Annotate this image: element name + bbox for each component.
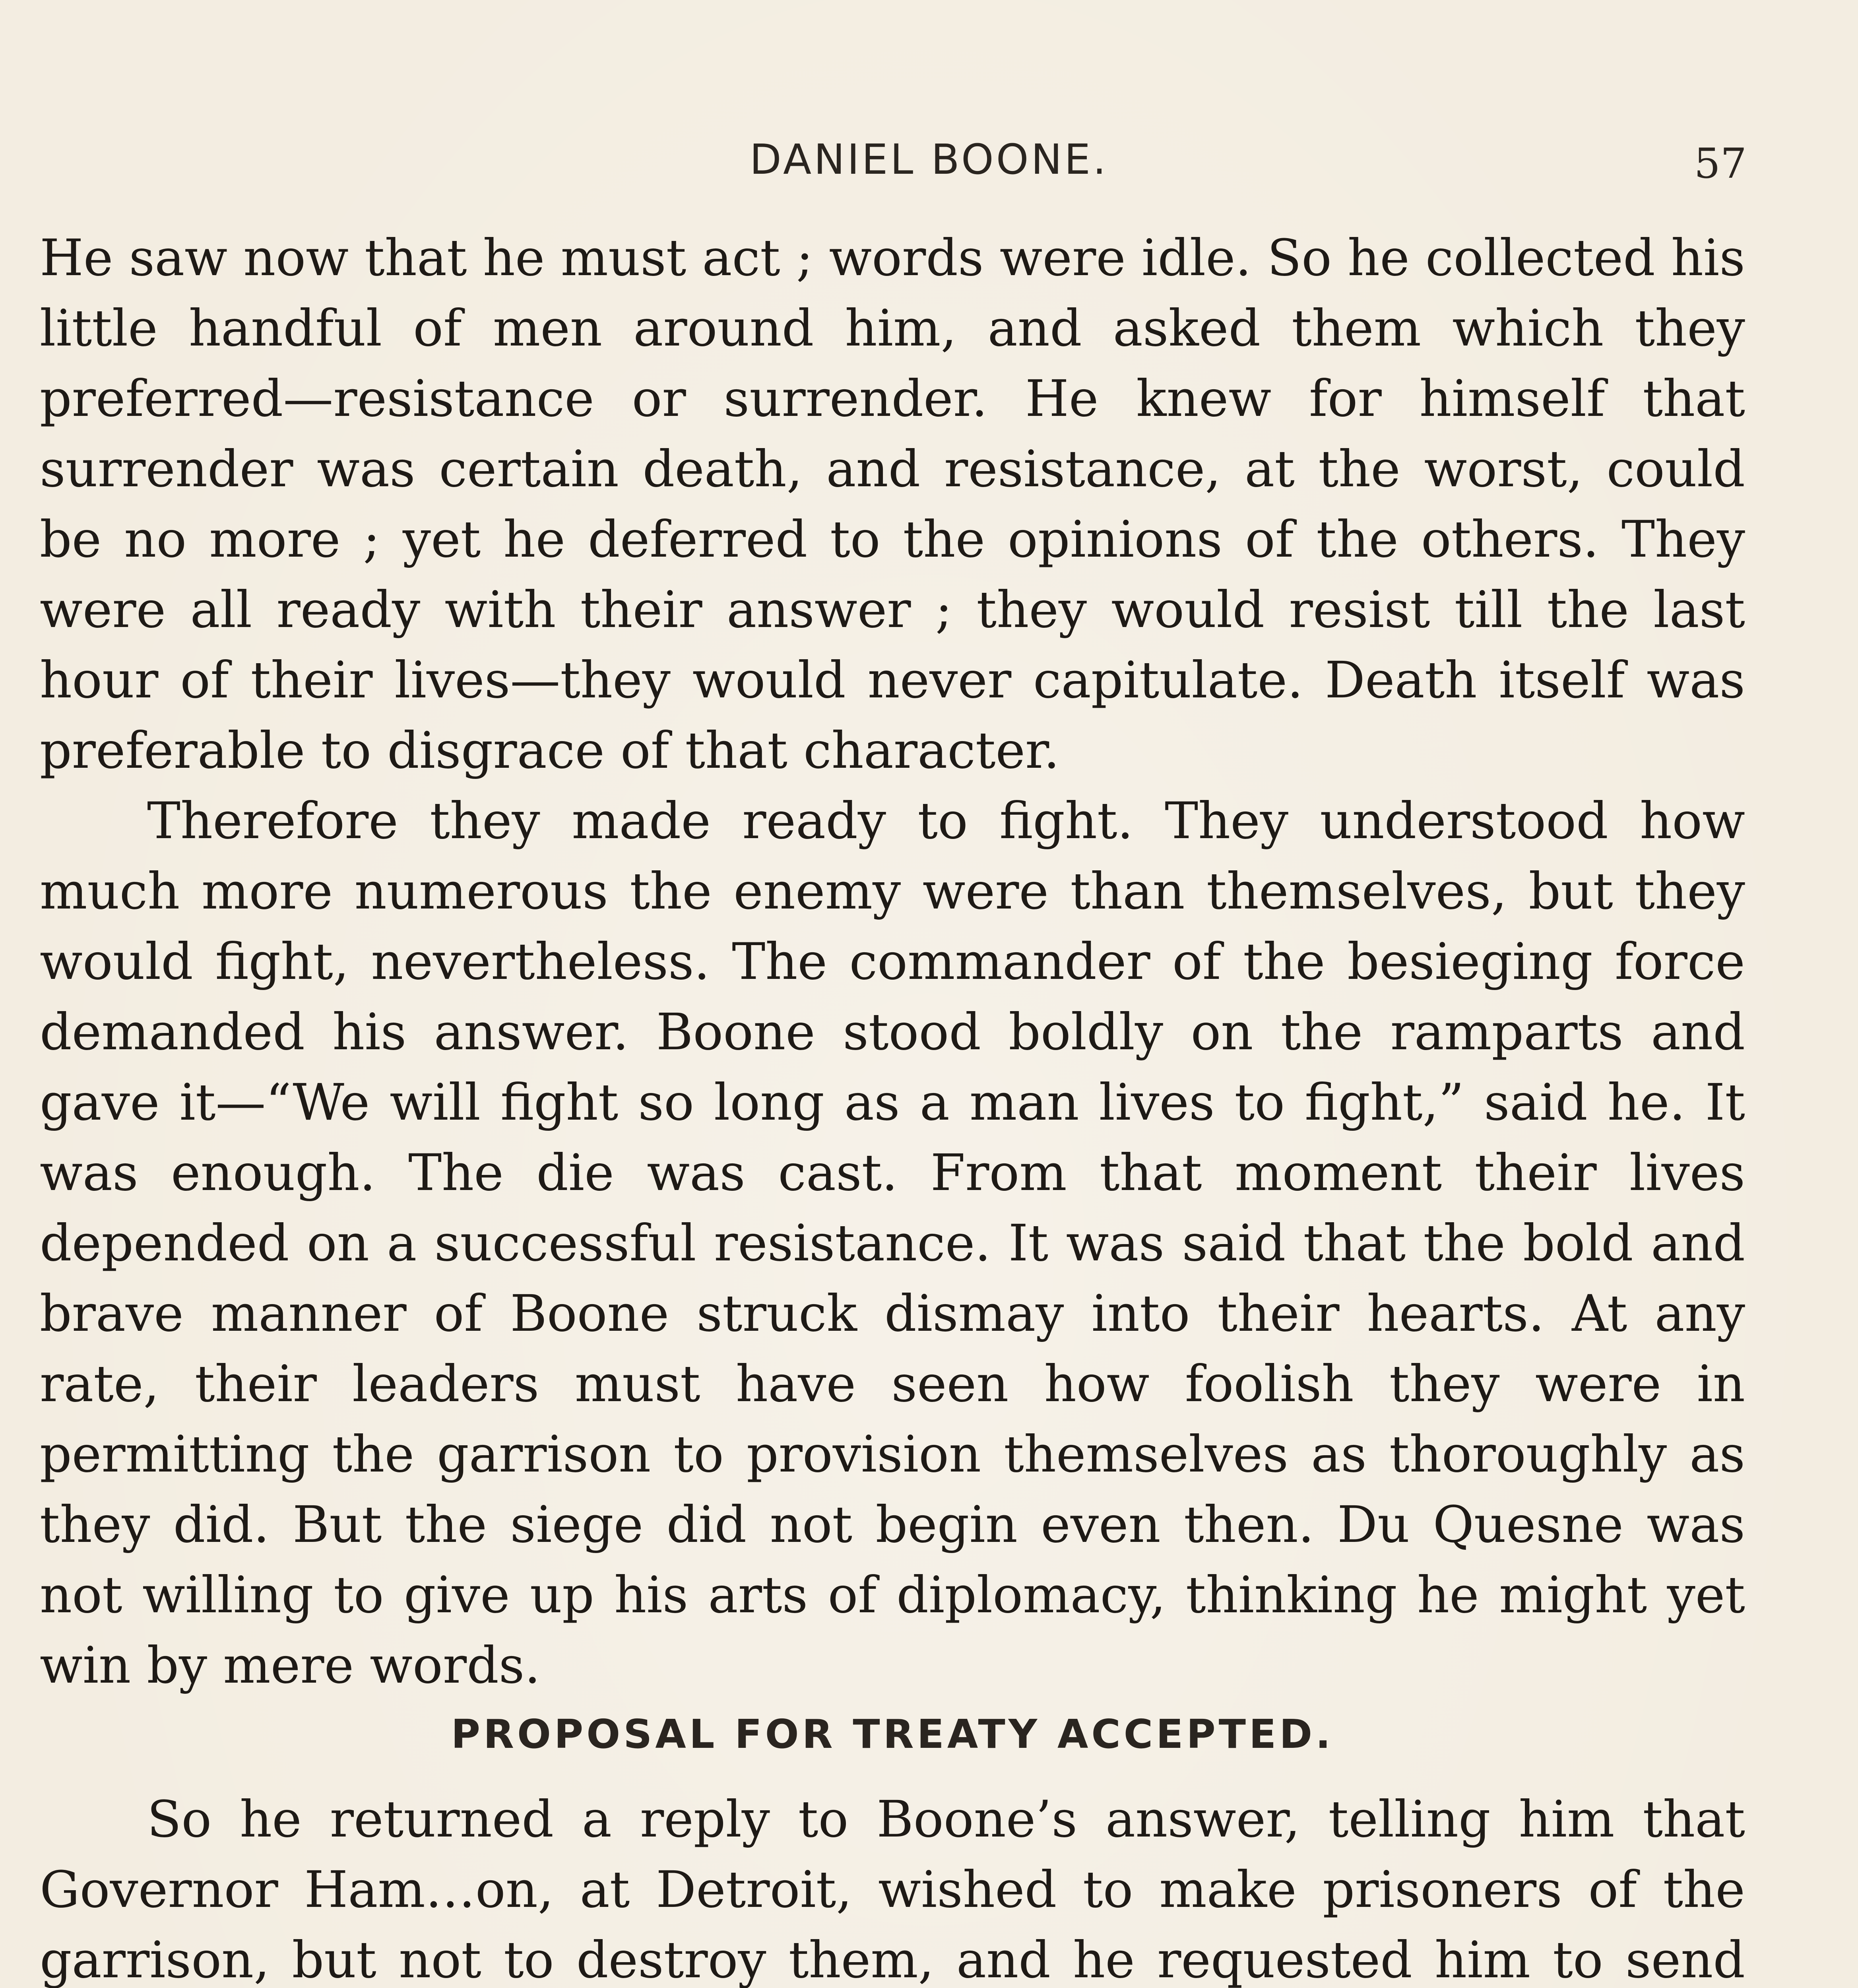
running-title: DANIEL BOONE. xyxy=(749,135,1109,184)
body-text xyxy=(40,223,1745,1988)
section-heading: PROPOSAL FOR TREATY ACCEPTED. xyxy=(451,1711,1334,1757)
running-head xyxy=(0,135,1858,199)
page-number: 57 xyxy=(1694,139,1747,188)
paragraph-2: Therefore they made ready to fight. They understood how much more numerous the enemy were than themselves, but they would fight, nevertheless. The commander of the besieging force demanded his answer. Boone stood boldly on the ramparts and gave it—“We will fight so long as a man lives to fight,” said he. It was enough. The die was cast. From that moment their lives depended on a successful resistance. It was said that the bold and brave manner of Boone struck dismay into their hearts. At any rate, their leaders must have seen how foolish they were in permitting the garrison to provision themselves as thoroughly as they did. But the siege did not begin even then. Du Quesne was not willing to give up his arts of diplomacy, thinking he might yet win by mere words. xyxy=(40,792,1745,1695)
paragraph-3: So he returned a reply to Boone’s answer, telling him that Governor Ham…on, at Detroit, wished to make prisoners of the garrison, but not to destroy them, and he requested him to send xyxy=(40,1790,1745,1988)
paragraph-1: He saw now that he must act ; words were idle. So he collected his little handful of men around him, and asked them which they preferred—resistance or surrender. He knew for himself that surrender was certain death, and resistance, at the worst, could be no more ; yet he deferred to the opinions of the others. They were all ready with their answer ; they would resist till the last hour of their lives—they would never capitulate. Death itself was preferable to disgrace of that character. xyxy=(40,229,1745,780)
